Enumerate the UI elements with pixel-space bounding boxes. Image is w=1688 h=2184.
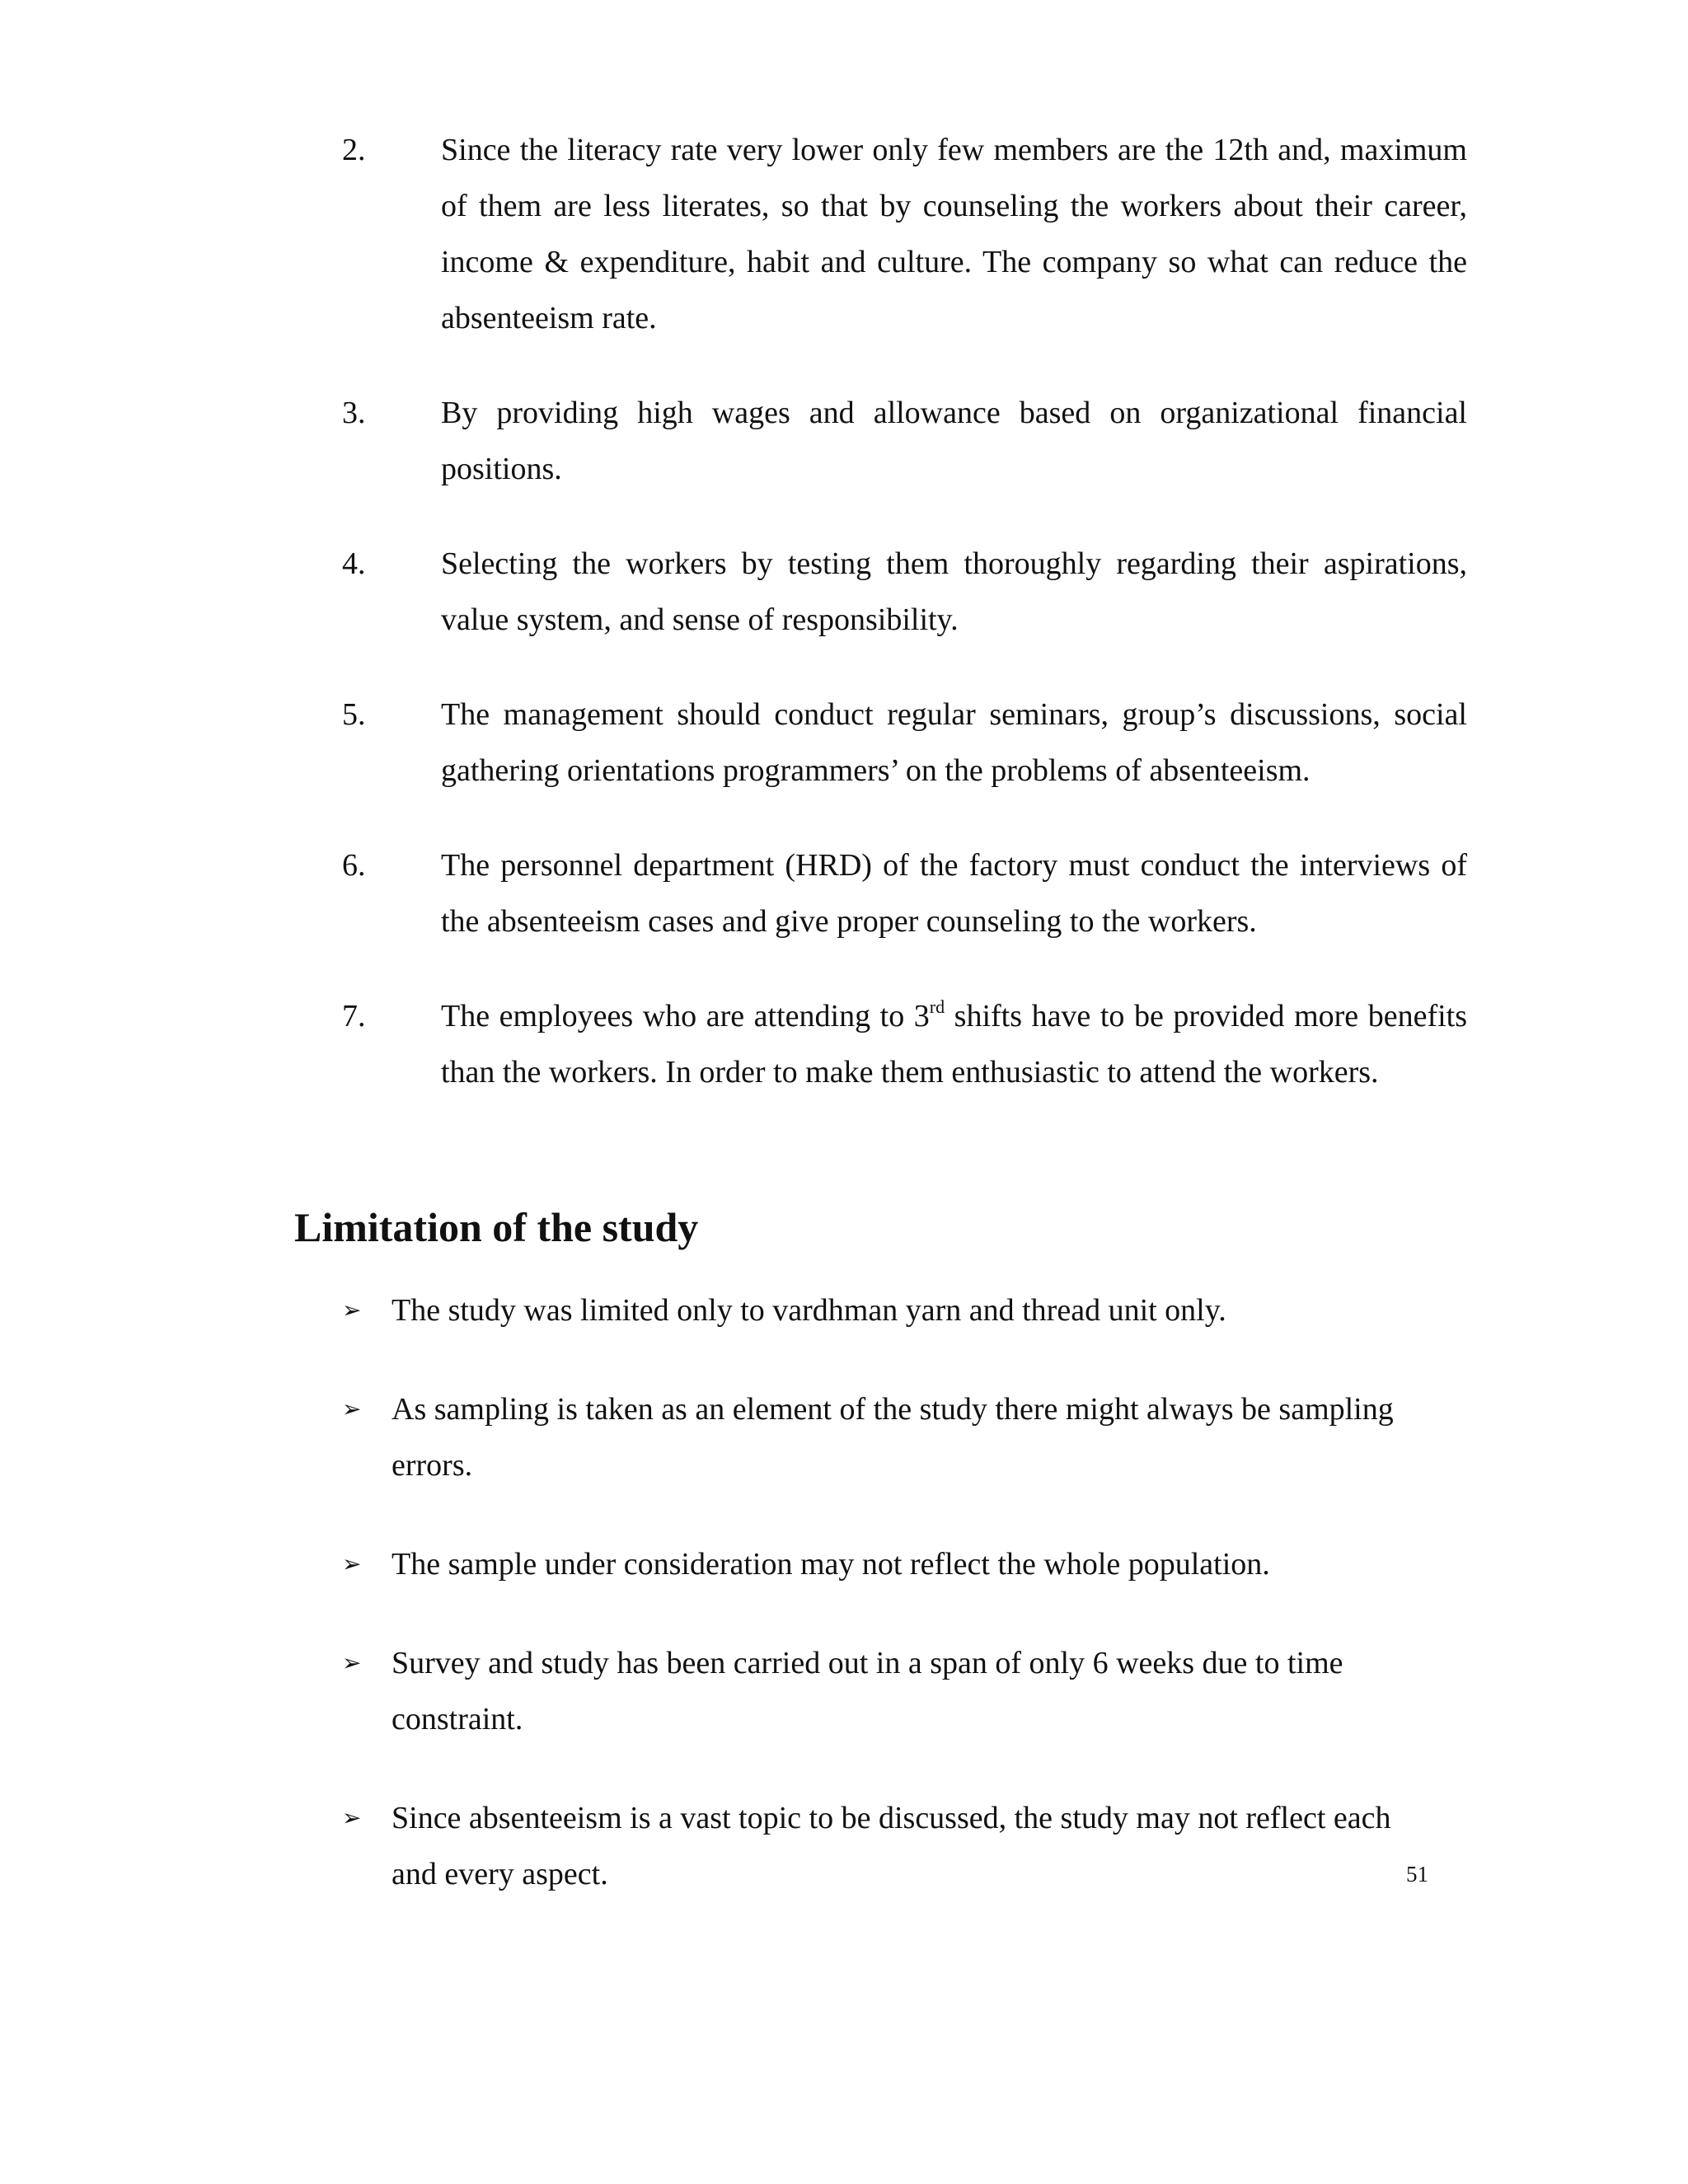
arrowhead-bullet-icon: ➢ bbox=[342, 1550, 362, 1577]
list-item bbox=[342, 122, 1467, 346]
arrowhead-bullet-icon: ➢ bbox=[342, 1804, 362, 1831]
item-text: The personnel department (HRD) of the factory must conduct the interviews of the absenteeism cases and give proper counseling to the workers. bbox=[441, 848, 1467, 939]
bullet-text: The sample under consideration may not reflect the whole population. bbox=[392, 1547, 1270, 1582]
bullet-text: Survey and study has been carried out in a span of only 6 weeks due to time constraint. bbox=[392, 1646, 1343, 1736]
arrowhead-bullet-icon: ➢ bbox=[342, 1296, 362, 1324]
section-heading: Limitation of the study bbox=[294, 1204, 699, 1250]
item-number: 5. bbox=[342, 697, 366, 732]
item-text bbox=[441, 988, 1467, 1100]
bullet-text: As sampling is taken as an element of the study there might always be sampling errors. bbox=[392, 1392, 1394, 1483]
item-number: 2. bbox=[342, 133, 366, 167]
limitations-list bbox=[342, 1282, 1438, 1945]
list-item bbox=[342, 988, 1467, 1100]
arrowhead-bullet-icon: ➢ bbox=[342, 1649, 362, 1676]
item-text: The management should conduct regular seminars, group’s discussions, social gathering orientations programmers’ on the problems of absenteeism. bbox=[441, 697, 1467, 788]
item-number: 4. bbox=[342, 546, 366, 581]
bullet-text: The study was limited only to vardhman yarn and thread unit only. bbox=[392, 1293, 1226, 1328]
list-item bbox=[342, 1790, 1438, 1902]
recommendations-list bbox=[342, 122, 1467, 1139]
bullet-text: Since absenteeism is a vast topic to be discussed, the study may not reflect each and every aspect. bbox=[392, 1801, 1391, 1891]
list-item bbox=[342, 1536, 1438, 1592]
list-item bbox=[342, 837, 1467, 949]
arrowhead-bullet-icon: ➢ bbox=[342, 1395, 362, 1422]
page-number: 51 bbox=[1406, 1862, 1428, 1886]
item-text-part: The employees who are attending to 3 bbox=[441, 999, 930, 1033]
item-text: Selecting the workers by testing them thoroughly regarding their aspirations, value system, and sense of responsibility. bbox=[441, 546, 1467, 637]
item-text: By providing high wages and allowance based on organizational financial positions. bbox=[441, 396, 1467, 486]
list-item bbox=[342, 1381, 1438, 1493]
ordinal-superscript: rd bbox=[929, 996, 945, 1017]
item-number: 7. bbox=[342, 999, 366, 1033]
item-number: 3. bbox=[342, 396, 366, 430]
list-item bbox=[342, 1635, 1438, 1747]
item-number: 6. bbox=[342, 848, 366, 883]
item-text-part: shifts have to be provided more benefits than the workers. In order to make them enthusiastic to attend the workers. bbox=[441, 999, 1467, 1090]
list-item bbox=[342, 536, 1467, 648]
list-item bbox=[342, 385, 1467, 497]
list-item bbox=[342, 687, 1467, 799]
list-item bbox=[342, 1282, 1438, 1338]
item-text: Since the literacy rate very lower only few members are the 12th and, maximum of them are less literates, so that by counseling the workers about their career, income & expenditure, habit and culture. The company so what can reduce the absenteeism rate. bbox=[441, 133, 1467, 335]
